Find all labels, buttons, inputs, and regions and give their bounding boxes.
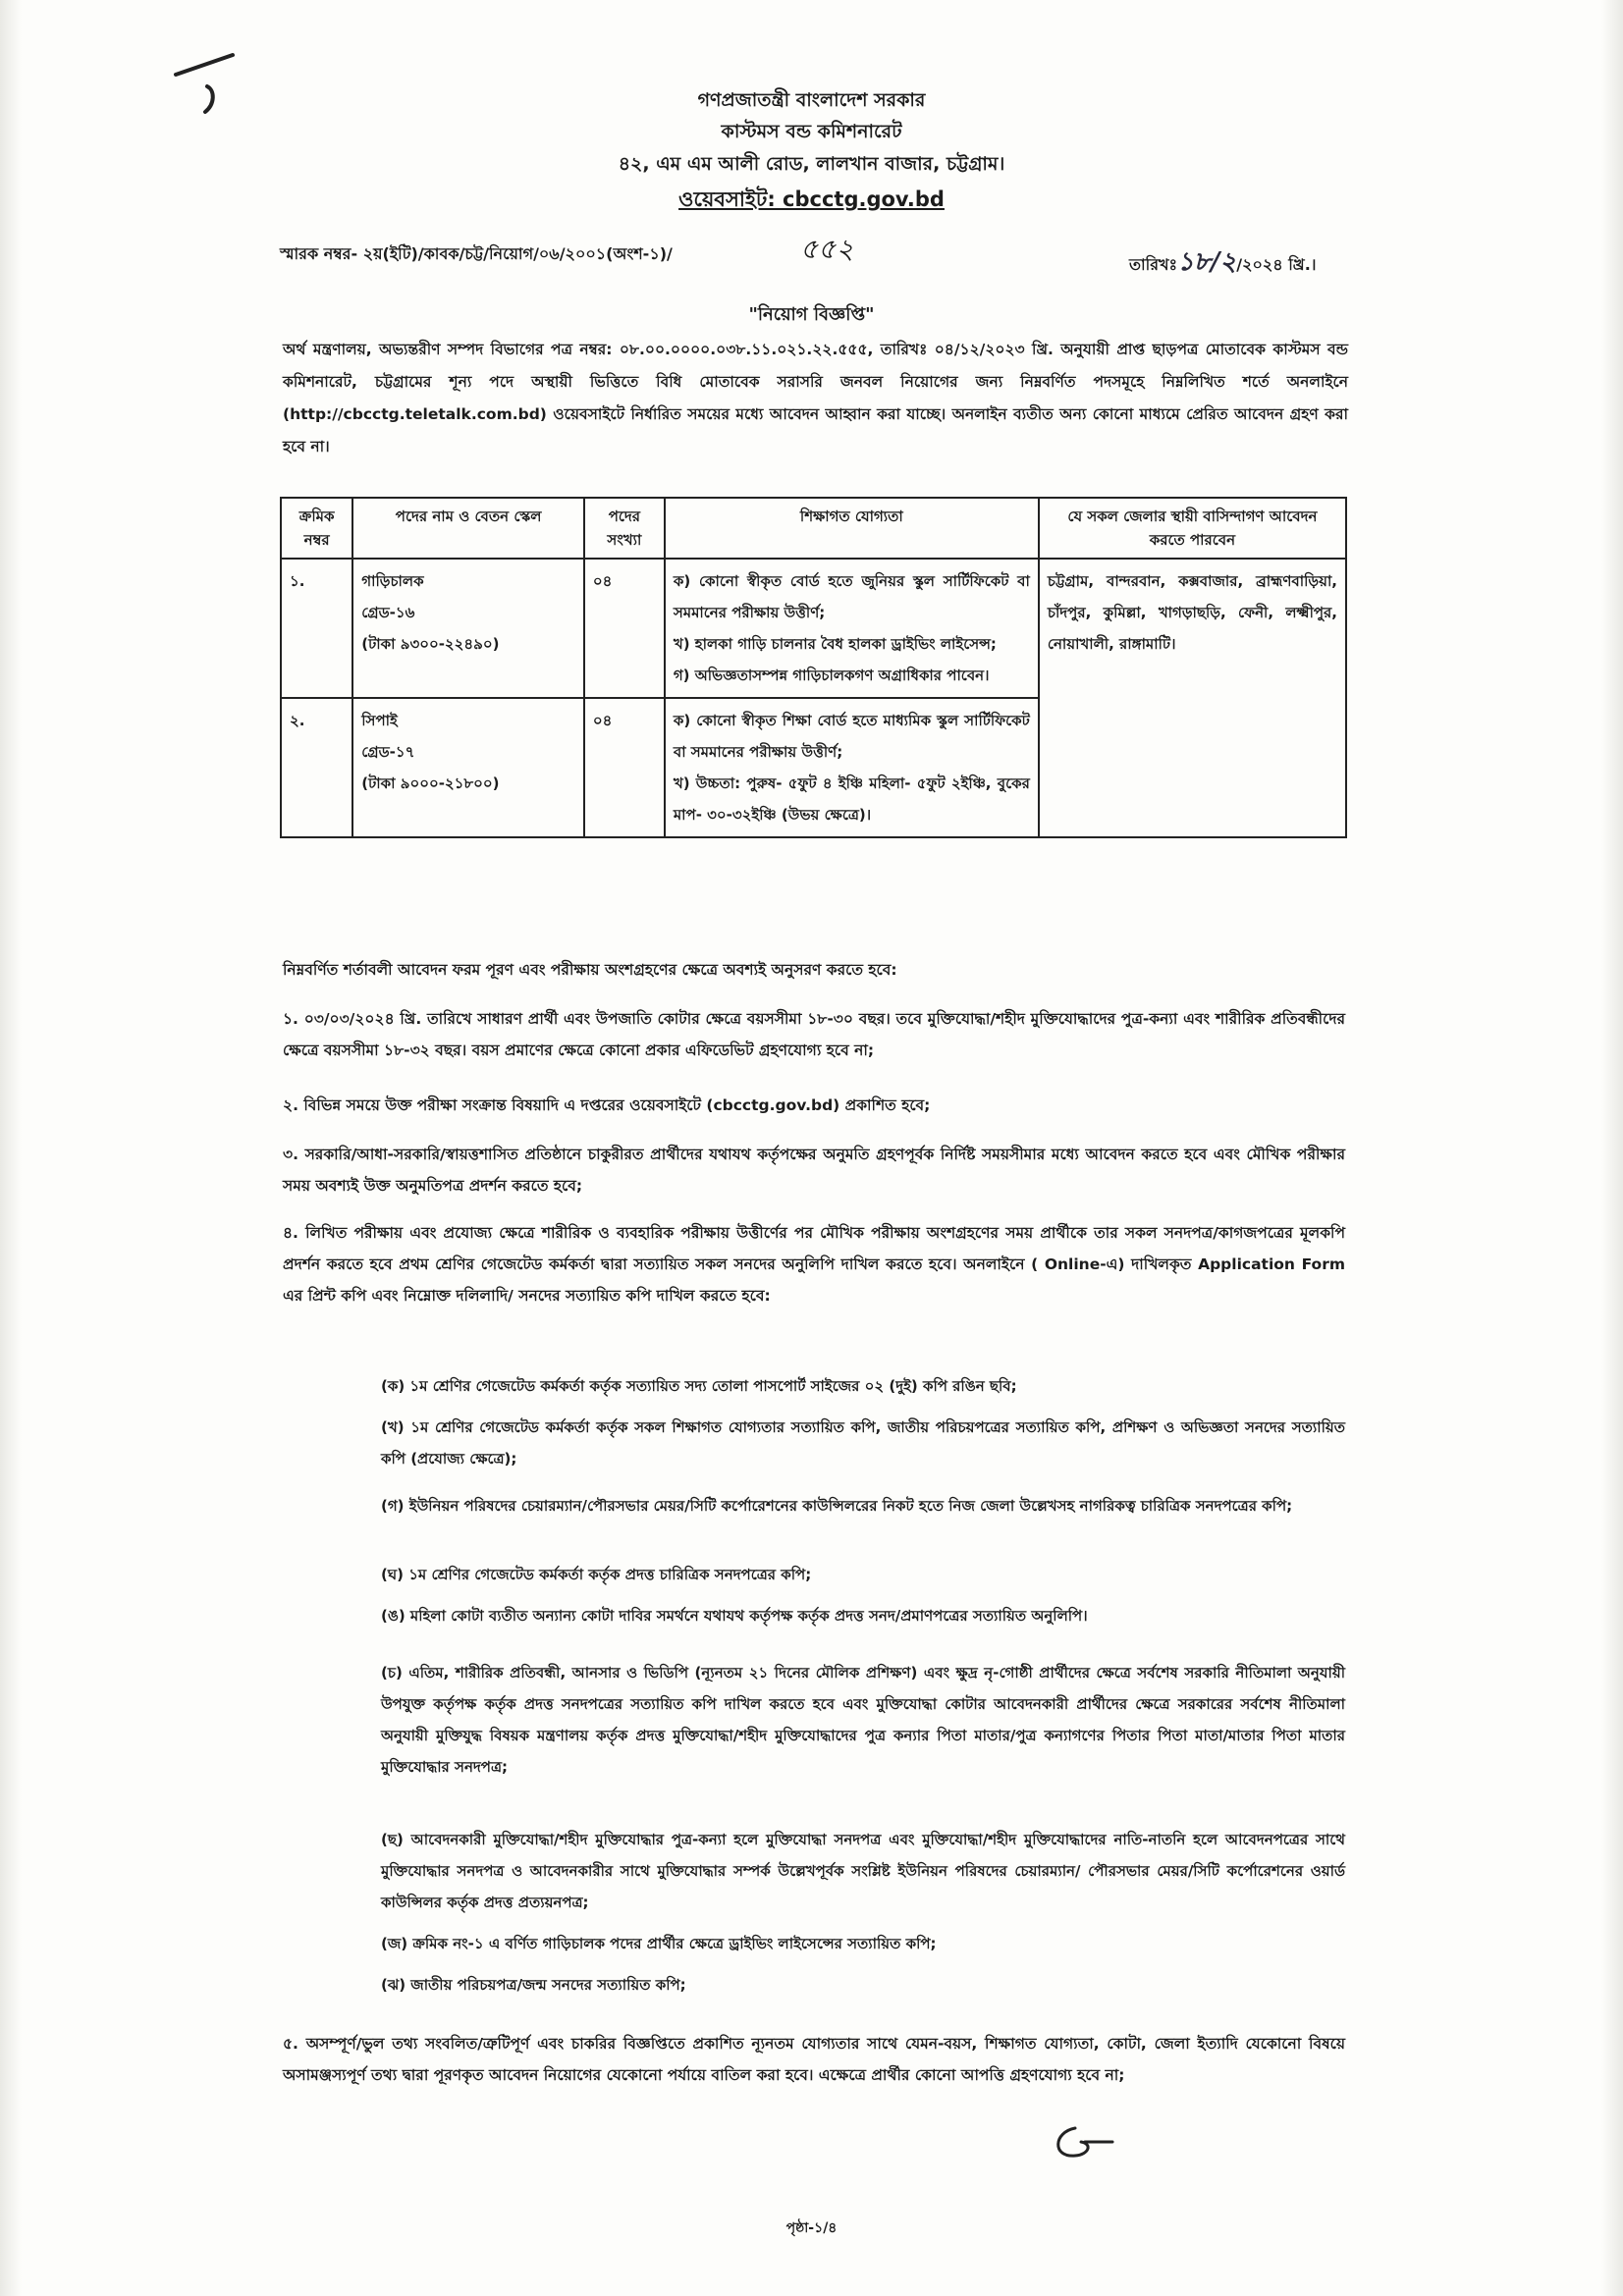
row-count: ০৪ [584, 698, 665, 837]
document-item-chha: (ছ) আবেদনকারী মুক্তিযোদ্ধা/শহীদ মুক্তিযোদ্ধার পুত্র-কন্যা হলে মুক্তিযোদ্ধা সনদপত্র এবং মুক্তিযোদ্ধা/শহীদ মুক্তিযোদ্ধাদের নাতি-নাতনি হলে আবেদনপত্রের সাথে মুক্তিযোদ্ধার সনদপত্র ও আবেদনকারীর সাথে মুক্তিযোদ্ধার সম্পর্ক উল্লেখপূর্বক সংশ্লিষ্ট ইউনিয়ন পরিষদের চেয়ারম্যান/ পৌরসভার মেয়র/সিটি কর্পোরেশনের ওয়ার্ড কাউন্সিলর কর্তৃক প্রদত্ত প্রত্যয়নপত্র; [381, 1831, 1345, 1911]
post-grade: গ্রেড-১৬ [361, 604, 415, 621]
document-item-cha: (চ) এতিম, শারীরিক প্রতিবন্ধী, আনসার ও ভিডিপি (ন্যূনতম ২১ দিনের মৌলিক প্রশিক্ষণ) এবং ক্ষুদ্র নৃ-গোষ্ঠী প্রার্থীদের ক্ষেত্রে সর্বশেষ সরকারি নীতিমালা অনুযায়ী উপযুক্ত কর্তৃপক্ষ কর্তৃক প্রদত্ত সনদপত্রের সত্যায়িত কপি দাখিল করতে হবে এবং মুক্তিযোদ্ধা কোটার আবেদনকারী প্রার্থীদের ক্ষেত্রে সরকারের সর্বশেষ নীতিমালা অনুযায়ী মুক্তিযুদ্ধ বিষয়ক মন্ত্রণালয় কর্তৃক প্রদত্ত মুক্তিযোদ্ধা/শহীদ মুক্তিযোদ্ধাদের পুত্র কন্যার পিতা মাতার/পুত্র কন্যাগণের পিতার পিতা মাতা/মাতার পিতা মাতার মুক্তিযোদ্ধার সনদপত্র; [381, 1664, 1345, 1776]
date-year: /২০২৪ খ্রি.। [1236, 255, 1317, 274]
condition-2: ২. বিভিন্ন সময়ে উক্ত পরীক্ষা সংক্রান্ত বিষয়াদি এ দপ্তরের ওয়েবসাইটে (cbcctg.gov.bd) প্রকাশিত হবে; [283, 1096, 931, 1114]
row-districts: চট্টগ্রাম, বান্দরবান, কক্সবাজার, ব্রাহ্মণবাড়িয়া, চাঁদপুর, কুমিল্লা, খাগড়াছড়ি, ফেনী, লক্ষ্মীপুর, নোয়াখালী, রাঙ্গামাটি। [1039, 559, 1346, 837]
row-post [352, 698, 584, 837]
memo-date [1129, 241, 1317, 285]
document-item-ga: (গ) ইউনিয়ন পরিষদের চেয়ারম্যান/পৌরসভার মেয়র/সিটি কর্পোরেশনের কাউন্সিলরের নিকট হতে নিজ জেলা উল্লেখসহ নাগরিকত্ব চারিত্রিক সনদপত্রের কপি; [381, 1497, 1293, 1515]
memo-handwritten-number: ৫৫২ [800, 233, 854, 265]
row-serial: ২. [281, 698, 352, 837]
document-item-ja: (জ) ক্রমিক নং-১ এ বর্ণিত গাড়িচালক পদের প্রার্থীর ক্ষেত্রে ড্রাইভিং লাইসেন্সের সত্যায়িত কপি; [381, 1935, 937, 1952]
date-handwritten: ১৮/২ [1177, 247, 1237, 277]
memo-reference: স্মারক নম্বর- ২য়(ইটি)/কাবক/চট্ট/নিয়োগ/০৬/২০০১(অংশ-১)/ [280, 244, 673, 263]
row-count: ০৪ [584, 559, 665, 698]
office-website[interactable]: ওয়েবসাইট: cbcctg.gov.bd [678, 187, 945, 211]
scan-edge-right [1601, 0, 1623, 2296]
condition-4: ৪. লিখিত পরীক্ষায় এবং প্রযোজ্য ক্ষেত্রে শারীরিক ও ব্যবহারিক পরীক্ষায় উত্তীর্ণের পর মৌখিক পরীক্ষায় অংশগ্রহণের সময় প্রার্থীকে তার সকল সনদপত্র/কাগজপত্রের মূলকপি প্রদর্শন করতে হবে প্রথম শ্রেণির গেজেটেড কর্মকর্তা দ্বারা সত্যায়িত সকল সনদের অনুলিপি দাখিল করতে হবে। অনলাইনে ( Online-এ) দাখিলকৃত Application Form এর প্রিন্ট কপি এবং নিম্নোক্ত দলিলাদি/ সনদের সত্যায়িত কপি দাখিল করতে হবে: [283, 1224, 1345, 1305]
scan-edge-left [0, 0, 22, 2296]
document-item-gha: (ঘ) ১ম শ্রেণির গেজেটেড কর্মকর্তা কর্তৃক প্রদত্ত চারিত্রিক সনদপত্রের কপি; [381, 1566, 812, 1583]
header-districts: যে সকল জেলার স্থায়ী বাসিন্দাগণ আবেদন করতে পারবেন [1039, 498, 1346, 559]
qualification-item: খ) উচ্চতা: পুরুষ- ৫ফুট ৪ ইঞ্চি মহিলা- ৫ফুট ২ইঞ্চি, বুকের মাপ- ৩০-৩২ইঞ্চি (উভয় ক্ষেত্রে)। [673, 774, 1030, 824]
conditions-title: নিম্নবর্ণিত শর্তাবলী আবেদন ফরম পূরণ এবং পরীক্ষায় অংশগ্রহণের ক্ষেত্রে অবশ্যই অনুসরণ করতে হবে: [283, 961, 897, 979]
govt-title: গণপ্রজাতন্ত্রী বাংলাদেশ সরকার [697, 89, 926, 111]
page-number: পৃষ্ঠা-১/৪ [785, 2220, 838, 2236]
office-address: ৪২, এম এম আলী রোড, লালখান বাজার, চট্টগ্রাম। [618, 153, 1005, 175]
header-post: পদের নাম ও বেতন স্কেল [352, 498, 584, 559]
condition-5: ৫. অসম্পূর্ণ/ভুল তথ্য সংবলিত/ত্রুটিপূর্ণ এবং চাকরির বিজ্ঞপ্তিতে প্রকাশিত ন্যূনতম যোগ্যতার সাথে যেমন-বয়স, শিক্ষাগত যোগ্যতা, কোটা, জেলা ইত্যাদি যেকোনো বিষয়ে অসামঞ্জস্যপূর্ণ তথ্য দ্বারা পূরণকৃত আবেদন নিয়োগের যেকোনো পর্যায়ে বাতিল করা হবে। এক্ষেত্রে প্রার্থীর কোনো আপত্তি গ্রহণযোগ্য হবে না; [283, 2035, 1345, 2084]
post-grade: গ্রেড-১৭ [361, 743, 415, 761]
intro-paragraph: অর্থ মন্ত্রণালয়, অভ্যন্তরীণ সম্পদ বিভাগের পত্র নম্বর: ০৮.০০.০০০০.০৩৮.১১.০২১.২২.৫৫৫, তারিখঃ ০৪/১২/২০২৩ খ্রি. অনুযায়ী প্রাপ্ত ছাড়পত্র মোতাবেক কাস্টমস বন্ড কমিশনারেট, চট্টগ্রামের শূন্য পদে অস্থায়ী ভিত্তিতে বিধি মোতাবেক সরাসরি জনবল নিয়োগের জন্য নিম্নবর্ণিত পদসমূহে নিম্নলিখিত শর্তে অনলাইনে (http://cbcctg.teletalk.com.bd) ওয়েবসাইটে নির্ধারিত সময়ের মধ্যে আবেদন আহ্বান করা যাচ্ছে। অনলাইন ব্যতীত অন্য কোনো মাধ্যমে প্রেরিত আবেদন গ্রহণ করা হবে না। [283, 341, 1348, 455]
qualification-item: গ) অভিজ্ঞতাসম্পন্ন গাড়িচালকগণ অগ্রাধিকার পাবেন। [673, 667, 990, 684]
date-label: তারিখঃ [1129, 255, 1178, 274]
post-name: গাড়িচালক [361, 572, 424, 590]
table-header-row [281, 498, 1346, 559]
signature-initial [1046, 2120, 1154, 2169]
table-row [281, 559, 1346, 698]
header-serial: ক্রমিক নম্বর [281, 498, 352, 559]
header-qualification: শিক্ষাগত যোগ্যতা [665, 498, 1039, 559]
posts-table [280, 497, 1347, 838]
header-count: পদের সংখ্যা [584, 498, 665, 559]
document-item-ka: (ক) ১ম শ্রেণির গেজেটেড কর্মকর্তা কর্তৃক সত্যায়িত সদ্য তোলা পাসপোর্ট সাইজের ০২ (দুই) কপি রঙিন ছবি; [381, 1377, 1017, 1395]
condition-3: ৩. সরকারি/আধা-সরকারি/স্বায়ত্তশাসিত প্রতিষ্ঠানে চাকুরীরত প্রার্থীদের যথাযথ কর্তৃপক্ষের অনুমতি গ্রহণপূর্বক নির্দিষ্ট সময়সীমার মধ্যে আবেদন করতে হবে এবং মৌখিক পরীক্ষার সময় অবশ্যই উক্ত অনুমতিপত্র প্রদর্শন করতে হবে; [283, 1146, 1345, 1195]
qualification-item: খ) হালকা গাড়ি চালনার বৈধ হালকা ড্রাইভিং লাইসেন্স; [673, 635, 997, 653]
post-pay-scale: (টাকা ৯০০০-২১৮০০) [361, 774, 500, 792]
document-item-uo: (ঙ) মহিলা কোটা ব্যতীত অন্যান্য কোটা দাবির সমর্থনে যথাযথ কর্তৃপক্ষ কর্তৃক প্রদত্ত সনদ/প্রমাণপত্রের সত্যায়িত অনুলিপি। [381, 1607, 1088, 1625]
row-post [352, 559, 584, 698]
qualification-item: ক) কোনো স্বীকৃত বোর্ড হতে জুনিয়র স্কুল সার্টিফিকেট বা সমমানের পরীক্ষায় উত্তীর্ণ; [673, 572, 1030, 621]
post-pay-scale: (টাকা ৯৩০০-২২৪৯০) [361, 635, 500, 653]
row-qualification [665, 559, 1039, 698]
document-item-jha: (ঝ) জাতীয় পরিচয়পত্র/জন্ম সনদের সত্যায়িত কপি; [381, 1976, 686, 1994]
row-qualification [665, 698, 1039, 837]
notice-title: "নিয়োগ বিজ্ঞপ্তি" [748, 304, 875, 325]
row-serial: ১. [281, 559, 352, 698]
office-name: কাস্টমস বন্ড কমিশনারেট [721, 121, 902, 142]
post-name: সিপাই [361, 712, 398, 729]
condition-1: ১. ০৩/০৩/২০২৪ খ্রি. তারিখে সাধারণ প্রার্থী এবং উপজাতি কোটার ক্ষেত্রে বয়সসীমা ১৮-৩০ বছর। তবে মুক্তিযোদ্ধা/শহীদ মুক্তিযোদ্ধাদের পুত্র-কন্যা এবং শারীরিক প্রতিবন্ধীদের ক্ষেত্রে বয়সসীমা ১৮-৩২ বছর। বয়স প্রমাণের ক্ষেত্রে কোনো প্রকার এফিডেভিট গ্রহণযোগ্য হবে না; [283, 1010, 1345, 1059]
document-item-kha: (খ) ১ম শ্রেণির গেজেটেড কর্মকর্তা কর্তৃক সকল শিক্ষাগত যোগ্যতার সত্যায়িত কপি, জাতীয় পরিচয়পত্রের সত্যায়িত কপি, প্রশিক্ষণ ও অভিজ্ঞতা সনদের সত্যায়িত কপি (প্রযোজ্য ক্ষেত্রে); [381, 1418, 1345, 1468]
qualification-item: ক) কোনো স্বীকৃত শিক্ষা বোর্ড হতে মাধ্যমিক স্কুল সার্টিফিকেট বা সমমানের পরীক্ষায় উত্তীর্ণ; [673, 712, 1030, 761]
